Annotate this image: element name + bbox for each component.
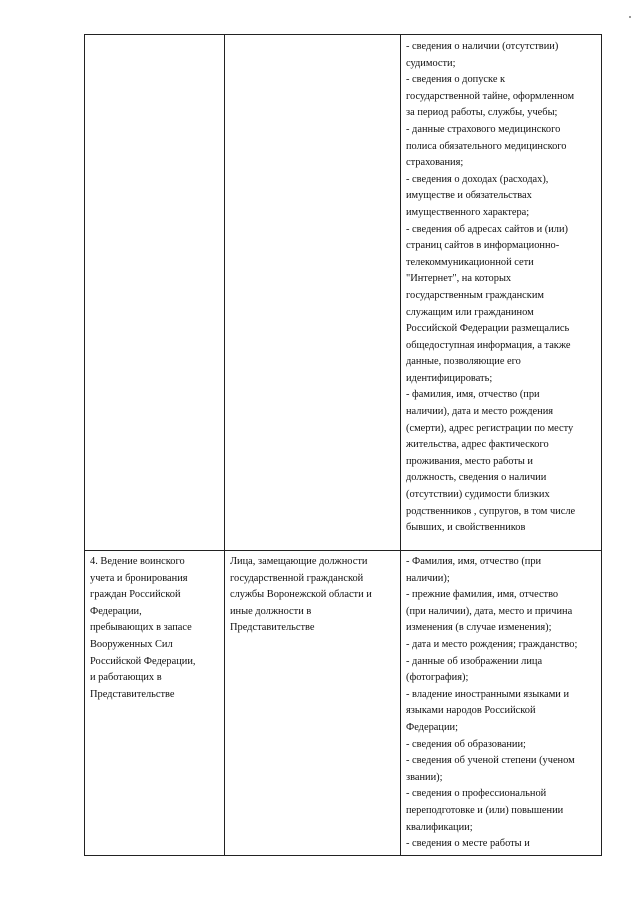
cell-text-line: Федерации; (406, 721, 458, 733)
cell-text-line: учета и бронирования (90, 572, 188, 584)
cell-text-line: государственной тайне, оформленном (406, 90, 575, 102)
cell-text-line: Представительстве (90, 688, 175, 700)
cell-text-line: переподготовке и (или) повышении (406, 804, 564, 816)
cell-text-line: - сведения о месте работы и (406, 838, 530, 850)
cell-text-line: звании); (406, 771, 443, 783)
cell-text-line: квалификации; (406, 821, 473, 833)
cell-text-line: бывших, и свойственников (406, 522, 526, 534)
cell-text-line: имуществе и обязательствах (406, 190, 532, 202)
cell-text-line: Российской Федерации, (90, 655, 196, 667)
cell-text-line: Вооруженных Сил (90, 638, 173, 650)
cell-text-line: государственной гражданской (230, 572, 364, 584)
cell-text-line: - данные страхового медицинского (406, 123, 561, 135)
cell-text-line: имущественного характера; (406, 206, 530, 218)
cell-text-line: - сведения об адресах сайтов и (или) (406, 223, 568, 235)
cell-text-line: языками народов Российской (406, 705, 536, 717)
scan-speck (629, 16, 631, 18)
cell-text-line: Лица, замещающие должности (230, 556, 368, 567)
cell-text-line: граждан Российской (90, 589, 181, 601)
cell-activity (85, 551, 225, 856)
cell-text-line: полиса обязательного медицинского (406, 140, 567, 152)
cell-text-line: идентифицировать; (406, 372, 493, 384)
cell-activity (85, 35, 225, 551)
cell-text-line: телекоммуникационной сети (406, 256, 534, 268)
table-row (85, 551, 602, 856)
cell-text-line: - фамилия, имя, отчество (при (406, 389, 540, 401)
cell-text-line: и работающих в (90, 672, 162, 684)
cell-text-line: государственным гражданским (406, 289, 544, 301)
cell-text-line: (смерти), адрес регистрации по месту (406, 422, 574, 434)
cell-text-line: - сведения о профессиональной (406, 788, 547, 800)
cell-text-line: иные должности в (230, 605, 312, 617)
cell-text-line: за период работы, службы, учебы; (406, 107, 558, 119)
cell-data-list (401, 551, 602, 856)
cell-text-line: наличии); (406, 572, 450, 584)
cell-text-line: службы Воронежской области и (230, 589, 372, 601)
cell-text-line: родственников , супругов, в том числе (406, 505, 576, 517)
cell-text-line: - владение иностранными языками и (406, 688, 570, 700)
cell-text-line: - сведения об ученой степени (ученом (406, 755, 575, 767)
cell-text-line: - прежние фамилия, имя, отчество (406, 589, 559, 601)
cell-text-line: жительства, адрес фактического (406, 439, 549, 451)
cell-text-line: Федерации, (90, 605, 142, 617)
cell-text-line: должность, сведения о наличии (406, 472, 547, 484)
cell-text-line: служащим или гражданином (406, 306, 534, 318)
cell-text-line: - сведения о допуске к (406, 74, 506, 86)
cell-text-line: страниц сайтов в информационно- (406, 240, 560, 252)
cell-text-line: - данные об изображении лица (406, 655, 543, 667)
cell-subjects (225, 35, 401, 551)
cell-text-line: Российской Федерации размещались (406, 323, 570, 335)
cell-text-line: "Интернет", на которых (406, 273, 512, 285)
cell-text-line: (отсутствии) судимости близких (406, 489, 550, 501)
cell-text-line: 4. Ведение воинского (90, 556, 185, 567)
document-table (84, 34, 602, 856)
cell-text-line: - сведения о наличии (отсутствии) (406, 41, 559, 52)
cell-text-line: данные, позволяющие его (406, 356, 521, 368)
cell-subjects (225, 551, 401, 856)
cell-text-line: (при наличии), дата, место и причина (406, 605, 573, 617)
cell-data-list (401, 35, 602, 551)
cell-text-line: страхования; (406, 157, 464, 169)
cell-text-line: - сведения о доходах (расходах), (406, 173, 549, 185)
cell-text-line: - сведения об образовании; (406, 738, 526, 750)
cell-text-line: Представительстве (230, 622, 315, 634)
cell-text-line: общедоступная информация, а также (406, 339, 571, 351)
cell-text-line: (фотография); (406, 672, 469, 684)
cell-text-line: наличии), дата и место рождения (406, 406, 554, 418)
cell-text-line: изменения (в случае изменения); (406, 622, 552, 634)
cell-text-line: пребывающих в запасе (90, 622, 192, 634)
cell-text-line: - Фамилия, имя, отчество (при (406, 556, 542, 567)
cell-text-line: - дата и место рождения; гражданство; (406, 638, 578, 650)
cell-text-line: судимости; (406, 57, 456, 69)
cell-text-line: проживания, место работы и (406, 455, 533, 467)
table-row (85, 35, 602, 551)
